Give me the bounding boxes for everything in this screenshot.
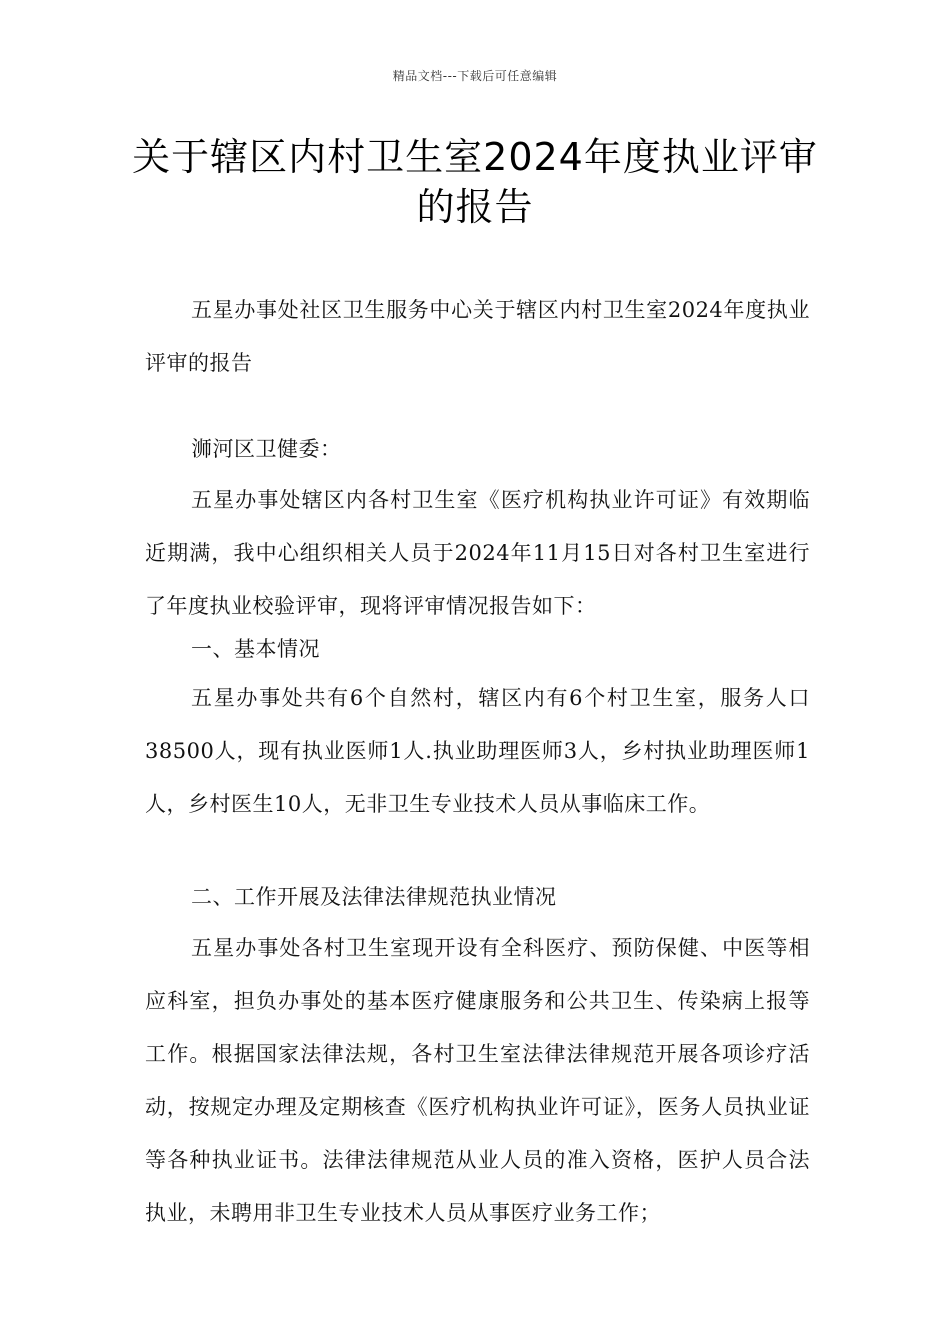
subtitle-paragraph: 五星办事处社区卫生服务中心关于辖区内村卫生室2024年度执业评审的报告	[145, 298, 810, 375]
document-title: 关于辖区内村卫生室2024年度执业评审的报告	[132, 135, 818, 229]
section1-heading: 一、基本情况	[191, 637, 320, 661]
intro-paragraph: 五星办事处辖区内各村卫生室《医疗机构执业许可证》有效期临近期满，我中心组织相关人员于2024年11月15日对各村卫生室进行了年度执业校验评审，现将评审情况报告如下：	[145, 488, 810, 618]
section2-heading: 二、工作开展及法律法律规范执业情况	[191, 885, 557, 909]
salutation: 浉河区卫健委：	[191, 437, 342, 461]
section2-paragraph: 五星办事处各村卫生室现开设有全科医疗、预防保健、中医等相应科室，担负办事处的基本医疗健康服务和公共卫生、传染病上报等工作。根据国家法律法规，各村卫生室法律法律规范开展各项诊疗活动，按规定办理及定期核查《医疗机构执业许可证》，医务人员执业证等各种执业证书。法律法律规范从业人员的准入资格，医护人员合法执业，未聘用非卫生专业技术人员从事医疗业务工作；	[145, 936, 810, 1225]
header-note: 精品文档---下载后可任意编辑	[392, 69, 558, 83]
section1-paragraph: 五星办事处共有6个自然村，辖区内有6个村卫生室，服务人口38500人，现有执业医师1人.执业助理医师3人，乡村执业助理医师1人，乡村医生10人，无非卫生专业技术人员从事临床工作。	[145, 686, 810, 816]
